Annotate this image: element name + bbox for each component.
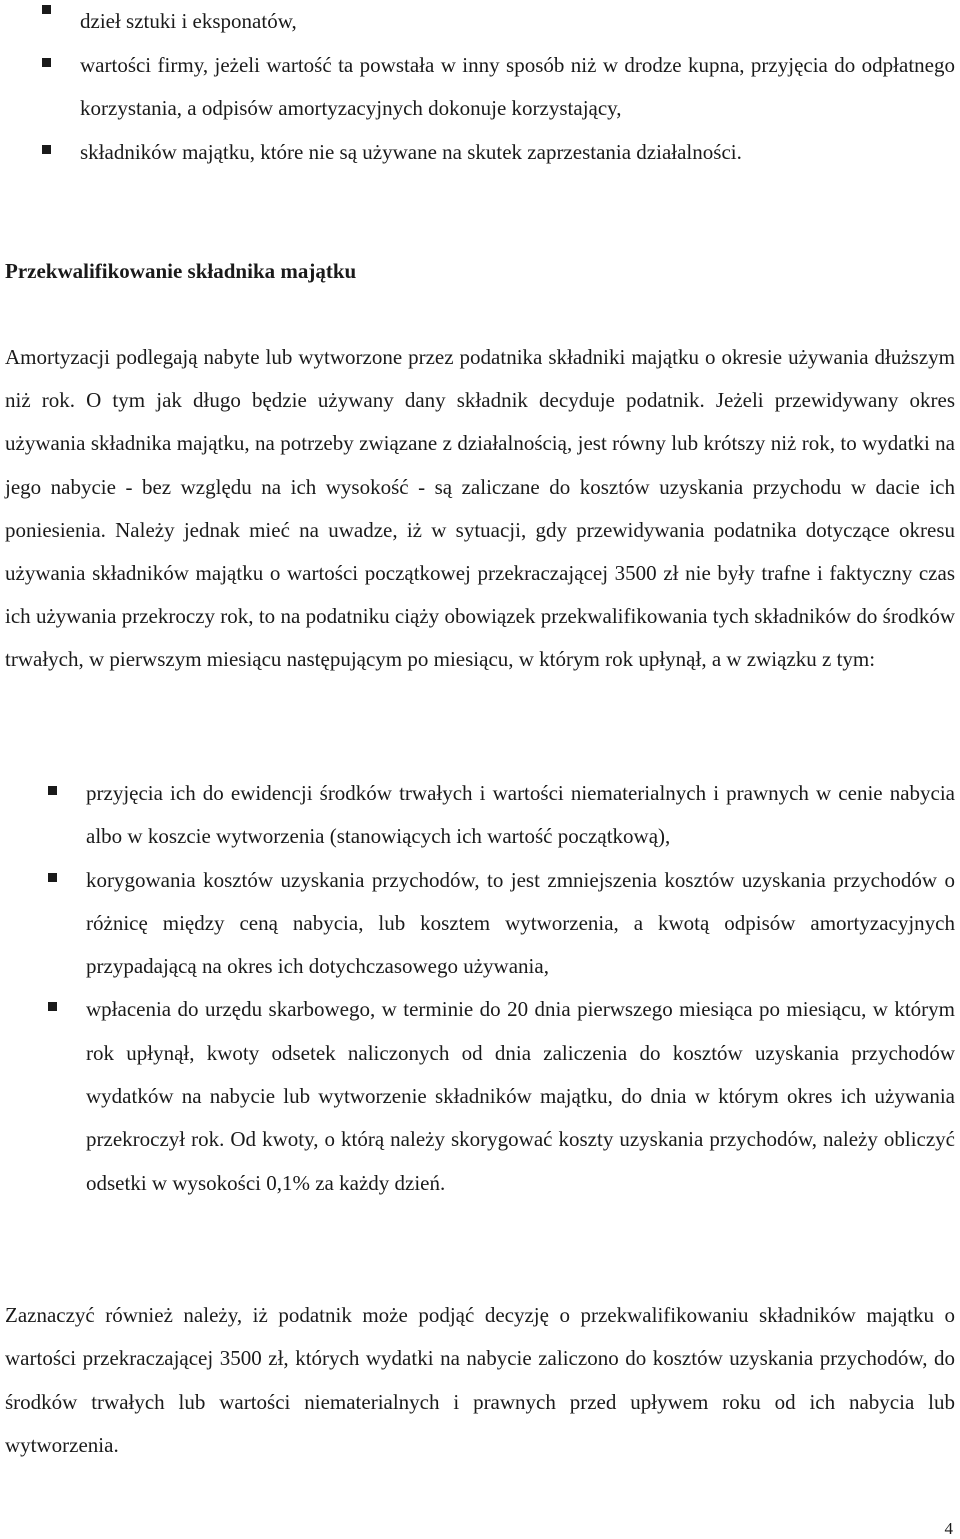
section-heading: Przekwalifikowanie składnika majątku [5,259,357,283]
list-item-text: korygowania kosztów uzyskania przychodów, to jest zmniejszenia kosztów uzyskania przychodów o różnicę między ceną nabycia, lub kosztem wytworzenia, a kwotą odpisów amortyzacyjnych przypadającą na okres ich dotychczasowego używania, [86,867,955,979]
square-bullet-icon [48,873,57,882]
list-item-text: wpłacenia do urzędu skarbowego, w terminie do 20 dnia pierwszego miesiąca po miesiącu, w którym rok upłynął, kwoty odsetek naliczonych od dnia zaliczenia do kosztów uzyskania przychodów wydatków na nabycie lub wytworzenie składników majątku, do dnia w którym okres ich używania przekroczył rok. Od kwoty, o którą należy skorygować koszty uzyskania przychodów, należy obliczyć odsetki w wysokości 0,1% za każdy dzień. [86,997,955,1195]
excluded-assets-list [80,0,955,174]
page-number: 4 [944,1519,953,1538]
list-item [86,988,955,1204]
square-bullet-icon [48,1002,57,1011]
list-item-text: przyjęcia ich do ewidencji środków trwałych i wartości niematerialnych i prawnych w cenie nabycia albo w koszcie wytworzenia (stanowiących ich wartość początkową), [86,781,955,849]
list-item [80,131,955,175]
list-item [86,772,955,859]
list-item-text: dzieł sztuki i eksponatów, [80,9,297,33]
body-paragraph: Amortyzacji podlegają nabyte lub wytworzone przez podatnika składniki majątku o okresie używania dłuższym niż rok. O tym jak długo będzie używany dany składnik decyduje podatnik. Jeżeli przewidywany okres używania składnika majątku, na potrzeby związane z działalnością, jest równy lub krótszy niż rok, to wydatki na jego nabycie - bez względu na ich wysokość - są zaliczane do kosztów uzyskania przychodu w dacie ich poniesienia. Należy jednak mieć na uwadze, iż w sytuacji, gdy przewidywania podatnika dotyczące okresu używania składników majątku o wartości początkowej przekraczającej 3500 zł nie były trafne i faktyczny czas ich używania przekroczy rok, to na podatniku ciąży obowiązek przekwalifikowania tych składników do środków trwałych, w pierwszym miesiącu następującym po miesiącu, w którym rok upłynął, a w związku z tym: [5,345,955,672]
closing-paragraph: Zaznaczyć również należy, iż podatnik może podjąć decyzję o przekwalifikowaniu składników majątku o wartości przekraczającej 3500 zł, których wydatki na nabycie zaliczono do kosztów uzyskania przychodów, do środków trwałych lub wartości niematerialnych i prawnych przed upływem roku od ich nabycia lub wytworzenia. [5,1303,955,1457]
list-item-text: wartości firmy, jeżeli wartość ta powstała w inny sposób niż w drodze kupna, przyjęcia do odpłatnego korzystania, a odpisów amortyzacyjnych dokonuje korzystający, [80,52,955,120]
square-bullet-icon [48,786,57,795]
square-bullet-icon [42,145,51,154]
list-item [80,0,955,44]
square-bullet-icon [42,5,51,14]
square-bullet-icon [42,58,51,67]
list-item [86,859,955,989]
obligations-list [86,772,955,1205]
list-item [80,44,955,131]
list-item-text: składników majątku, które nie są używane na skutek zaprzestania działalności. [80,139,742,164]
